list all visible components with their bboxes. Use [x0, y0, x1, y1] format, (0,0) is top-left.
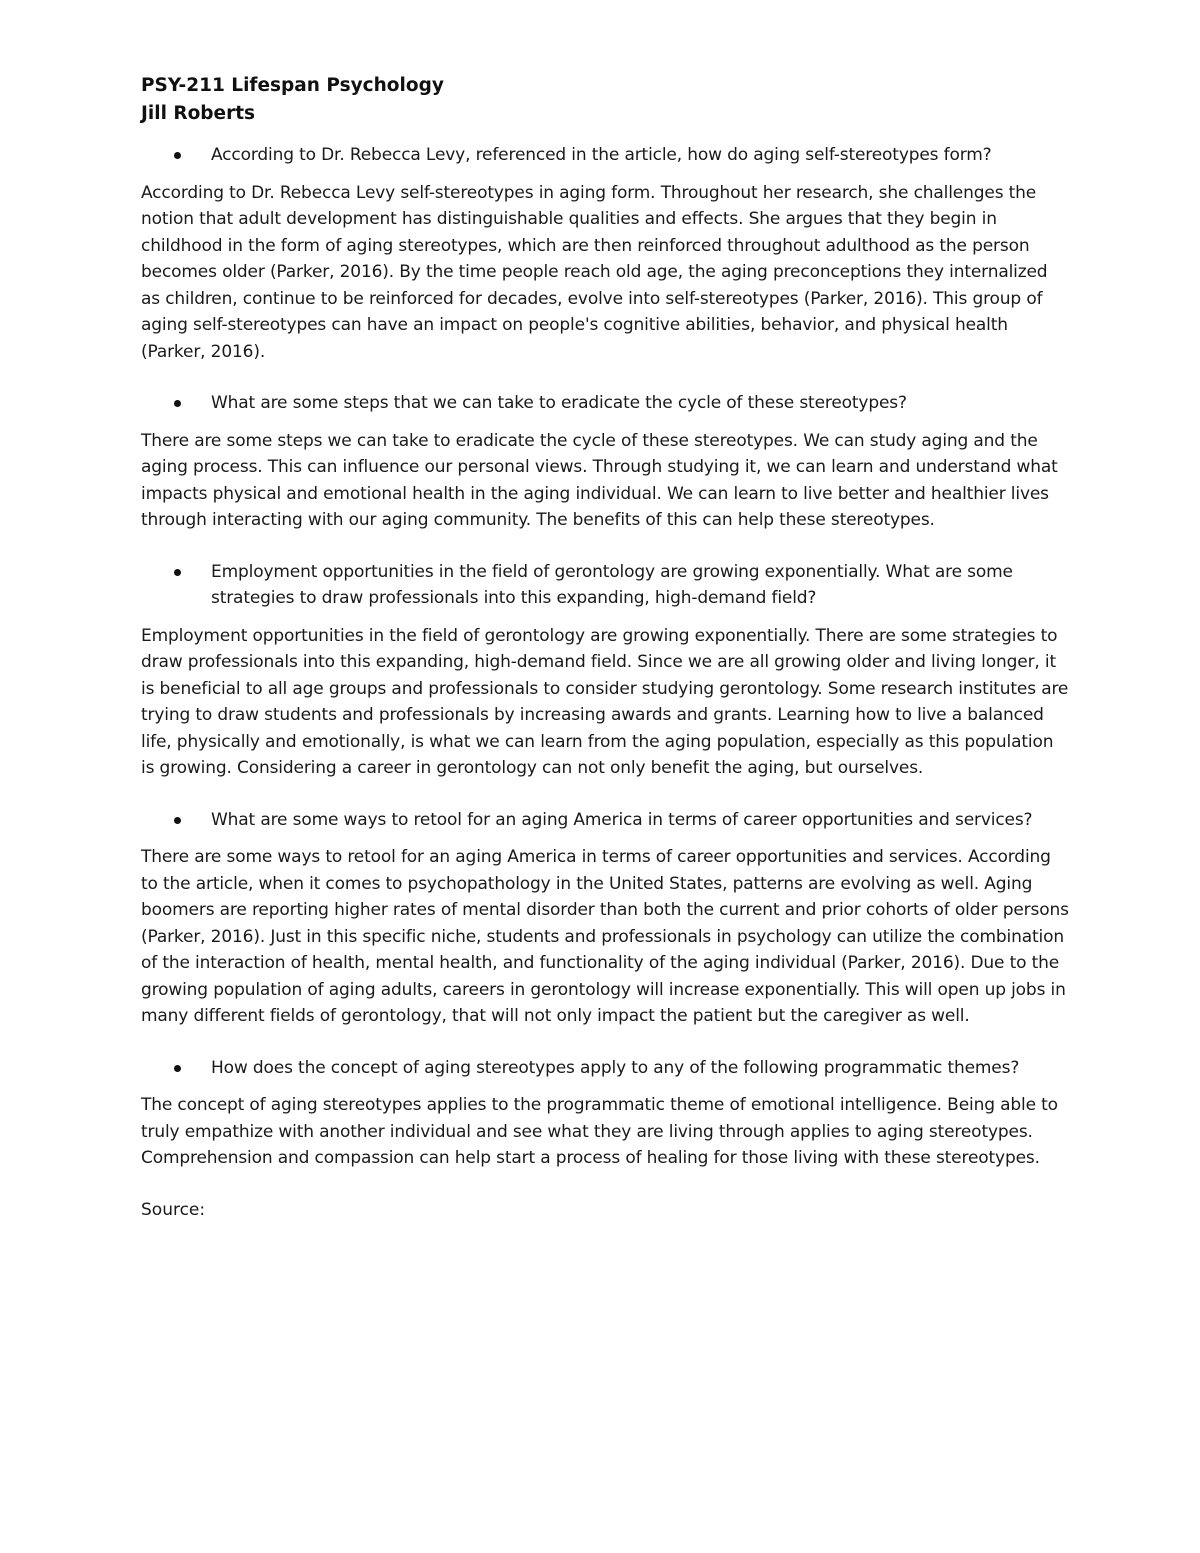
answer-4: There are some ways to retool for an aging America in terms of career opportunities and services. According to the article, when it comes to psychopathology in the United States, patterns are evolving as well. Aging boomers are reporting higher rates of mental disorder than both the current and prior cohorts of older persons (Parker, 2016). Just in this specific niche, students and professionals in psychology can utilize the combination of the interaction of health, mental health, and functionality of the aging individual (Parker, 2016). Due to the growing population of aging adults, careers in gerontology will increase exponentially. This will open up jobs in many different fields of gerontology, that will not only impact the patient but the caregiver as well.: [141, 847, 1069, 1026]
question-5: [141, 1055, 1071, 1082]
bullet-icon: [174, 569, 181, 576]
author-name: Jill Roberts: [141, 103, 256, 124]
course-title: PSY-211 Lifespan Psychology: [141, 75, 444, 96]
question-text: What are some ways to retool for an aging America in terms of career opportunities and services?: [211, 809, 1033, 830]
question-3: [141, 559, 1071, 612]
document-body: [141, 142, 1071, 1223]
source-label: Source:: [141, 1199, 206, 1220]
answer-3: Employment opportunities in the field of gerontology are growing exponentially. There are some strategies to draw professionals into this expanding, high-demand field. Since we are all growing older and living longer, it is beneficial to all age groups and professionals to consider studying gerontology. Some research institutes are trying to draw students and professionals by increasing awards and grants. Learning how to live a balanced life, physically and emotionally, is what we can learn from the aging population, especially as this population is growing. Considering a career in gerontology can not only benefit the aging, but ourselves.: [141, 625, 1069, 778]
answer-2: There are some steps we can take to eradicate the cycle of these stereotypes. We can study aging and the aging process. This can influence our personal views. Through studying it, we can learn and understand what impacts physical and emotional health in the aging individual. We can learn to live better and healthier lives through interacting with our aging community. The benefits of this can help these stereotypes.: [141, 430, 1058, 530]
question-text: How does the concept of aging stereotypes apply to any of the following programmatic themes?: [211, 1057, 1020, 1078]
question-2: [141, 390, 1071, 417]
question-1: [141, 142, 1071, 169]
bullet-icon: [174, 400, 181, 407]
answer-1: According to Dr. Rebecca Levy self-stereotypes in aging form. Throughout her research, she challenges the notion that adult development has distinguishable qualities and effects. She argues that they begin in childhood in the form of aging stereotypes, which are then reinforced throughout adulthood as the person becomes older (Parker, 2016). By the time people reach old age, the aging preconceptions they internalized as children, continue to be reinforced for decades, evolve into self-stereotypes (Parker, 2016). This group of aging self-stereotypes can have an impact on people's cognitive abilities, behavior, and physical health (Parker, 2016).: [141, 182, 1048, 362]
answer-5: The concept of aging stereotypes applies to the programmatic theme of emotional intelligence. Being able to truly empathize with another individual and see what they are living through applies to aging stereotypes. Comprehension and compassion can help start a process of healing for those living with these stereotypes.: [141, 1095, 1058, 1168]
bullet-icon: [174, 152, 181, 159]
bullet-icon: [174, 817, 181, 824]
question-text: What are some steps that we can take to eradicate the cycle of these stereotypes?: [211, 393, 907, 413]
question-4: [141, 807, 1071, 834]
question-text: Employment opportunities in the field of gerontology are growing exponentially. What are some strategies to draw professionals into this expanding, high-demand field?: [211, 561, 1013, 608]
document-header: [141, 72, 444, 128]
bullet-icon: [174, 1065, 181, 1072]
question-text: According to Dr. Rebecca Levy, referenced in the article, how do aging self-stereotypes form?: [211, 145, 992, 165]
